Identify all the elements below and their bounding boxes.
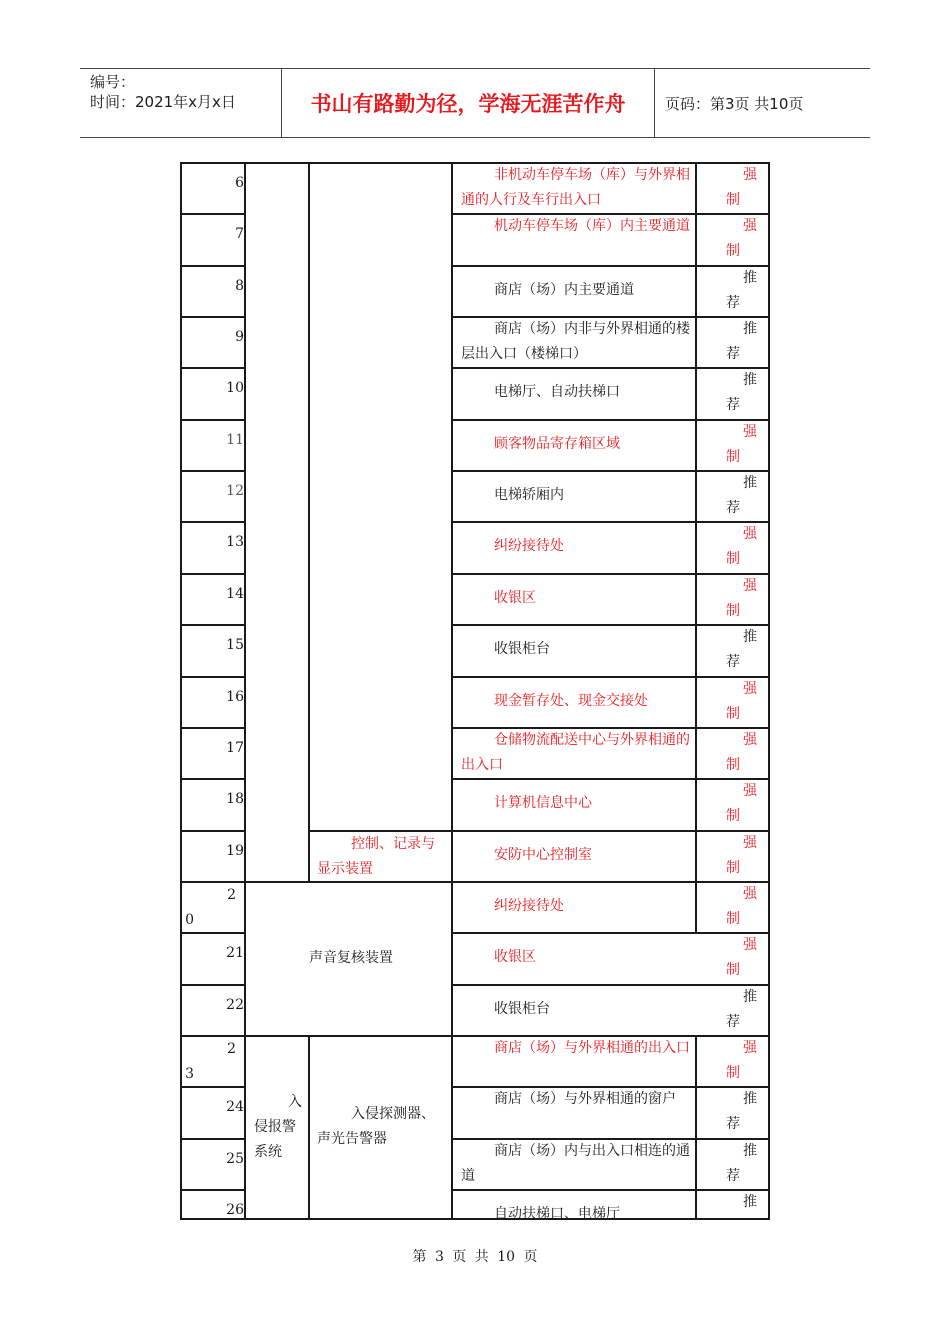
header-page-info: 页码：第3页 共10页 [665, 94, 804, 113]
requirement-cell: 强 制 [726, 783, 757, 824]
row-divider [180, 316, 246, 318]
document-header [80, 68, 870, 138]
requirement-cell: 强 制 [726, 681, 757, 722]
location-cell: 现金暂存处、现金交接处 [494, 693, 648, 709]
row-number: 18 [226, 791, 244, 807]
row-divider [180, 624, 246, 626]
row-number: 14 [226, 586, 244, 602]
requirement-cell: 推 荐 [726, 1091, 757, 1132]
requirement-cell: 推 荐 [726, 372, 757, 413]
row-divider [180, 521, 246, 523]
location-cell: 收银区 [494, 949, 536, 965]
location-cell: 纠纷接待处 [494, 538, 564, 554]
row-divider [180, 1138, 246, 1140]
col-divider [308, 1035, 310, 1219]
row-number: 16 [226, 689, 244, 705]
surveillance-table [180, 162, 770, 1222]
requirement-cell: 推 荐 [726, 475, 757, 516]
row-number: 19 [226, 843, 244, 859]
requirement-cell: 强 制 [726, 732, 757, 773]
intrusion-device-label: 入侵探测器、声光告警器 [317, 1106, 435, 1147]
row-number: 8 [235, 278, 244, 294]
row-number: 7 [235, 226, 244, 242]
requirement-cell: 推 荐 [726, 629, 757, 670]
row-divider [180, 676, 246, 678]
row-number: 9 [235, 329, 244, 345]
page-footer: 第 3 页 共 10 页 [412, 1249, 538, 1265]
group-divider [308, 830, 453, 832]
row-divider [180, 419, 246, 421]
row-number: 13 [226, 534, 244, 550]
location-cell: 商店（场）内非与外界相通的楼层出入口（楼梯口） [461, 321, 690, 362]
requirement-cell: 强 制 [726, 937, 757, 978]
requirement-cell: 推 荐 [726, 270, 757, 311]
row-number: 10 [226, 380, 244, 396]
col-divider [451, 162, 453, 1219]
requirement-cell: 强 制 [726, 167, 757, 208]
location-cell: 电梯轿厢内 [494, 487, 564, 503]
requirement-cell: 推 荐 [726, 321, 757, 362]
requirement-cell: 推 荐 [726, 989, 757, 1030]
requirement-cell: 强 制 [726, 835, 757, 876]
location-cell: 收银柜台 [494, 1001, 550, 1017]
code-label: 编号： [90, 73, 136, 91]
location-cell: 纠纷接待处 [494, 898, 564, 914]
location-cell: 商店（场）内主要通道 [494, 282, 634, 298]
row-number: 15 [226, 637, 244, 653]
time-label: 时间：2021年x月x日 [90, 93, 236, 111]
sound-verify-label: 声音复核装置 [309, 950, 393, 966]
row-number: 22 [226, 997, 244, 1013]
row-number: 2 3 [185, 1041, 236, 1082]
row-number: 26 [226, 1202, 244, 1218]
location-cell: 仓储物流配送中心与外界相通的出入口 [461, 732, 690, 773]
row-divider [180, 265, 246, 267]
location-cell: 自动扶梯口、电梯厅 [494, 1206, 620, 1222]
requirement-cell: 强 制 [726, 886, 757, 927]
intrusion-system-label: 入侵报警系统 [254, 1094, 302, 1160]
row-divider [180, 573, 246, 575]
location-cell: 计算机信息中心 [494, 795, 592, 811]
location-cell: 电梯厅、自动扶梯口 [494, 384, 620, 400]
row-divider [180, 727, 246, 729]
row-number: 6 [235, 175, 244, 191]
requirement-cell: 强 制 [726, 578, 757, 619]
group-divider [244, 881, 453, 883]
header-motto: 书山有路勤为径，学海无涯苦作舟 [282, 69, 655, 137]
row-divider [180, 984, 246, 986]
row-number: 24 [226, 1099, 244, 1115]
requirement-cell: 推 [743, 1194, 757, 1210]
device-control-label: 控制、记录与显示装置 [317, 836, 435, 877]
location-cell: 商店（场）内与出入口相连的通道 [461, 1143, 690, 1184]
row-number: 2 0 [185, 887, 236, 928]
requirement-cell: 强 制 [726, 1040, 757, 1081]
row-divider [180, 1189, 246, 1191]
requirement-cell: 强 制 [726, 526, 757, 567]
location-cell: 收银柜台 [494, 641, 550, 657]
row-divider [180, 470, 246, 472]
row-number: 12 [226, 483, 244, 499]
row-number: 21 [226, 945, 244, 961]
location-cell: 商店（场）与外界相通的窗户 [494, 1091, 676, 1107]
col-divider [244, 162, 246, 1219]
location-cell: 顾客物品寄存箱区域 [494, 436, 620, 452]
requirement-cell: 强 制 [726, 424, 757, 465]
row-divider [180, 213, 246, 215]
requirement-cell: 推 荐 [726, 1143, 757, 1184]
location-cell: 非机动车停车场（库）与外界相通的人行及车行出入口 [461, 167, 690, 208]
col-divider [308, 162, 310, 881]
row-number: 11 [226, 432, 244, 448]
row-number: 17 [226, 740, 244, 756]
location-cell: 商店（场）与外界相通的出入口 [494, 1040, 690, 1056]
location-cell: 安防中心控制室 [494, 847, 592, 863]
group-divider [244, 1035, 453, 1037]
header-meta [80, 69, 282, 137]
requirement-cell: 强 制 [726, 218, 757, 259]
location-cell: 收银区 [494, 590, 536, 606]
row-divider [180, 830, 246, 832]
row-divider [180, 778, 246, 780]
location-cell: 机动车停车场（库）内主要通道 [494, 218, 690, 234]
row-number: 25 [226, 1151, 244, 1167]
row-divider [180, 367, 246, 369]
